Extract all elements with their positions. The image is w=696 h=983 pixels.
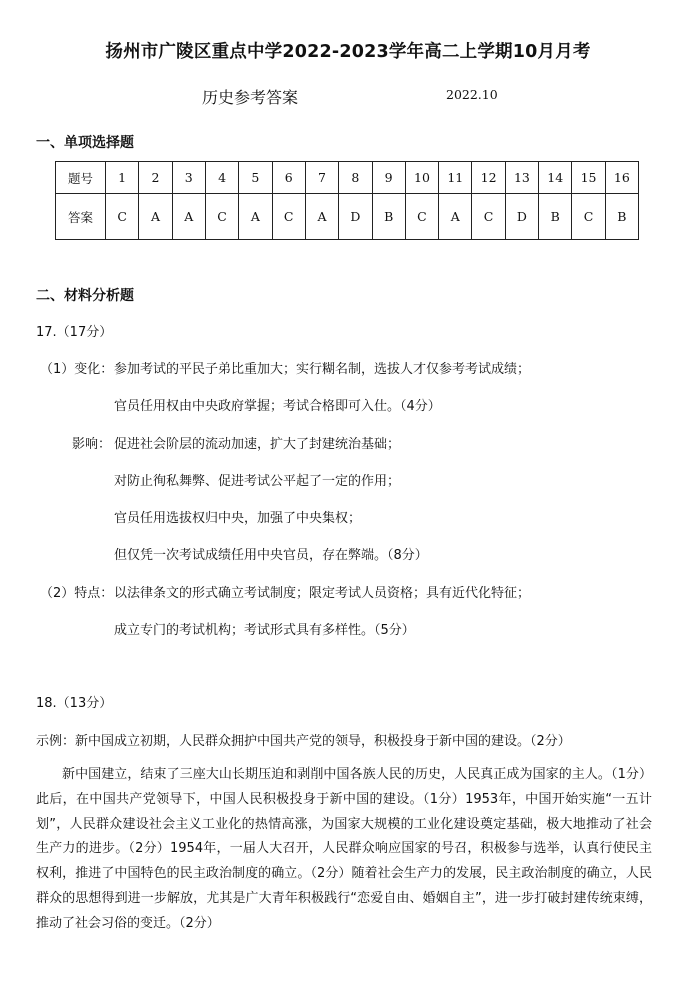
question-number-cell: 13 [505,162,538,194]
document-date: 2022.10 [446,87,498,102]
question-number-cell: 8 [339,162,372,194]
q17-part2-line2: 成立专门的考试机构；考试形式具有多样性。（5分） [114,623,415,638]
row-label-number: 题号 [56,162,106,194]
question-number-cell: 2 [139,162,172,194]
q17-impact-label: 影响： [72,437,112,452]
question-number-cell: 1 [106,162,139,194]
q18-paragraph-text: 新中国建立，结束了三座大山长期压迫和剥削中国各族人民的历史，人民真正成为国家的主人。（1分）此后，在中国共产党领导下，中国人民积极投身于新中国的建设。（1分）1953年，中国开始实施“一五计划”，人民群众建设社会主义工业化的热情高涨，为国家大规模的工业化建设奠定基础，极大地推动了社会生产力的进步。（2分）1954年，一届人大召开，人民群众响应国家的号召，积极参与选举，认真行使民主权利，推进了中国特色的民主政治制度的确立。（2分）随着社会生产力的发展，民主政治制度的确立，人民群众的思想得到进一步解放，尤其是广大青年积极践行“恋爱自由、婚姻自主”，进一步打破封建传统束缚，推动了社会习俗的变迁。（2分） [36,767,652,931]
answer-cell: A [139,194,172,240]
question-number-cell: 9 [372,162,405,194]
answer-cell: C [572,194,605,240]
question-number-cell: 15 [572,162,605,194]
q17-part1-label: （1）变化： [40,362,114,377]
answer-cell: D [505,194,538,240]
answer-cell: C [205,194,238,240]
question-number-cell: 11 [439,162,472,194]
q17-impact-line2: 对防止徇私舞弊、促进考试公平起了一定的作用； [114,474,401,489]
answer-cell: B [539,194,572,240]
q17-part1-line2: 官员任用权由中央政府掌握；考试合格即可入仕。（4分） [114,399,441,414]
section-heading-analysis: 二、材料分析题 [36,288,134,304]
question-number-cell: 10 [405,162,438,194]
question-number-row [56,162,639,194]
q18-example: 示例：新中国成立初期，人民群众拥护中国共产党的领导，积极投身于新中国的建设。（2分） [36,734,571,749]
answer-cell: A [172,194,205,240]
row-label-answer: 答案 [56,194,106,240]
answer-cell: A [239,194,272,240]
question-number-cell: 7 [305,162,338,194]
answer-table [55,161,639,240]
question-number-cell: 14 [539,162,572,194]
answer-cell: C [272,194,305,240]
question-number-cell: 12 [472,162,505,194]
answer-cell: D [339,194,372,240]
answer-cell: A [439,194,472,240]
section-heading-choice: 一、单项选择题 [36,135,134,151]
q17-label: 17.（17分） [36,325,113,340]
answer-cell: A [305,194,338,240]
question-number-cell: 6 [272,162,305,194]
q17-impact-line4: 但仅凭一次考试成绩任用中央官员，存在弊端。（8分） [114,548,428,563]
q17-impact-line3: 官员任用选拔权归中央，加强了中央集权； [114,511,362,526]
q18-answer-paragraph [36,763,652,937]
document-title: 扬州市广陵区重点中学2022-2023学年高二上学期10月月考 [105,42,591,62]
answer-cell: C [106,194,139,240]
q17-impact-line1: 促进社会阶层的流动加速，扩大了封建统治基础； [114,437,401,452]
question-number-cell: 5 [239,162,272,194]
q18-label: 18.（13分） [36,696,113,711]
document-subtitle: 历史参考答案 [202,88,299,107]
q17-part2-label: （2）特点： [40,586,114,601]
question-number-cell: 4 [205,162,238,194]
question-number-cell: 16 [605,162,638,194]
q17-part1-line1: 参加考试的平民子弟比重加大；实行糊名制，选拔人才仅参考考试成绩； [114,362,531,377]
q17-part2-line1: 以法律条文的形式确立考试制度；限定考试人员资格；具有近代化特征； [114,586,531,601]
question-number-cell: 3 [172,162,205,194]
answer-row [56,194,639,240]
answer-cell: B [372,194,405,240]
answer-cell: B [605,194,638,240]
answer-cell: C [405,194,438,240]
answer-cell: C [472,194,505,240]
